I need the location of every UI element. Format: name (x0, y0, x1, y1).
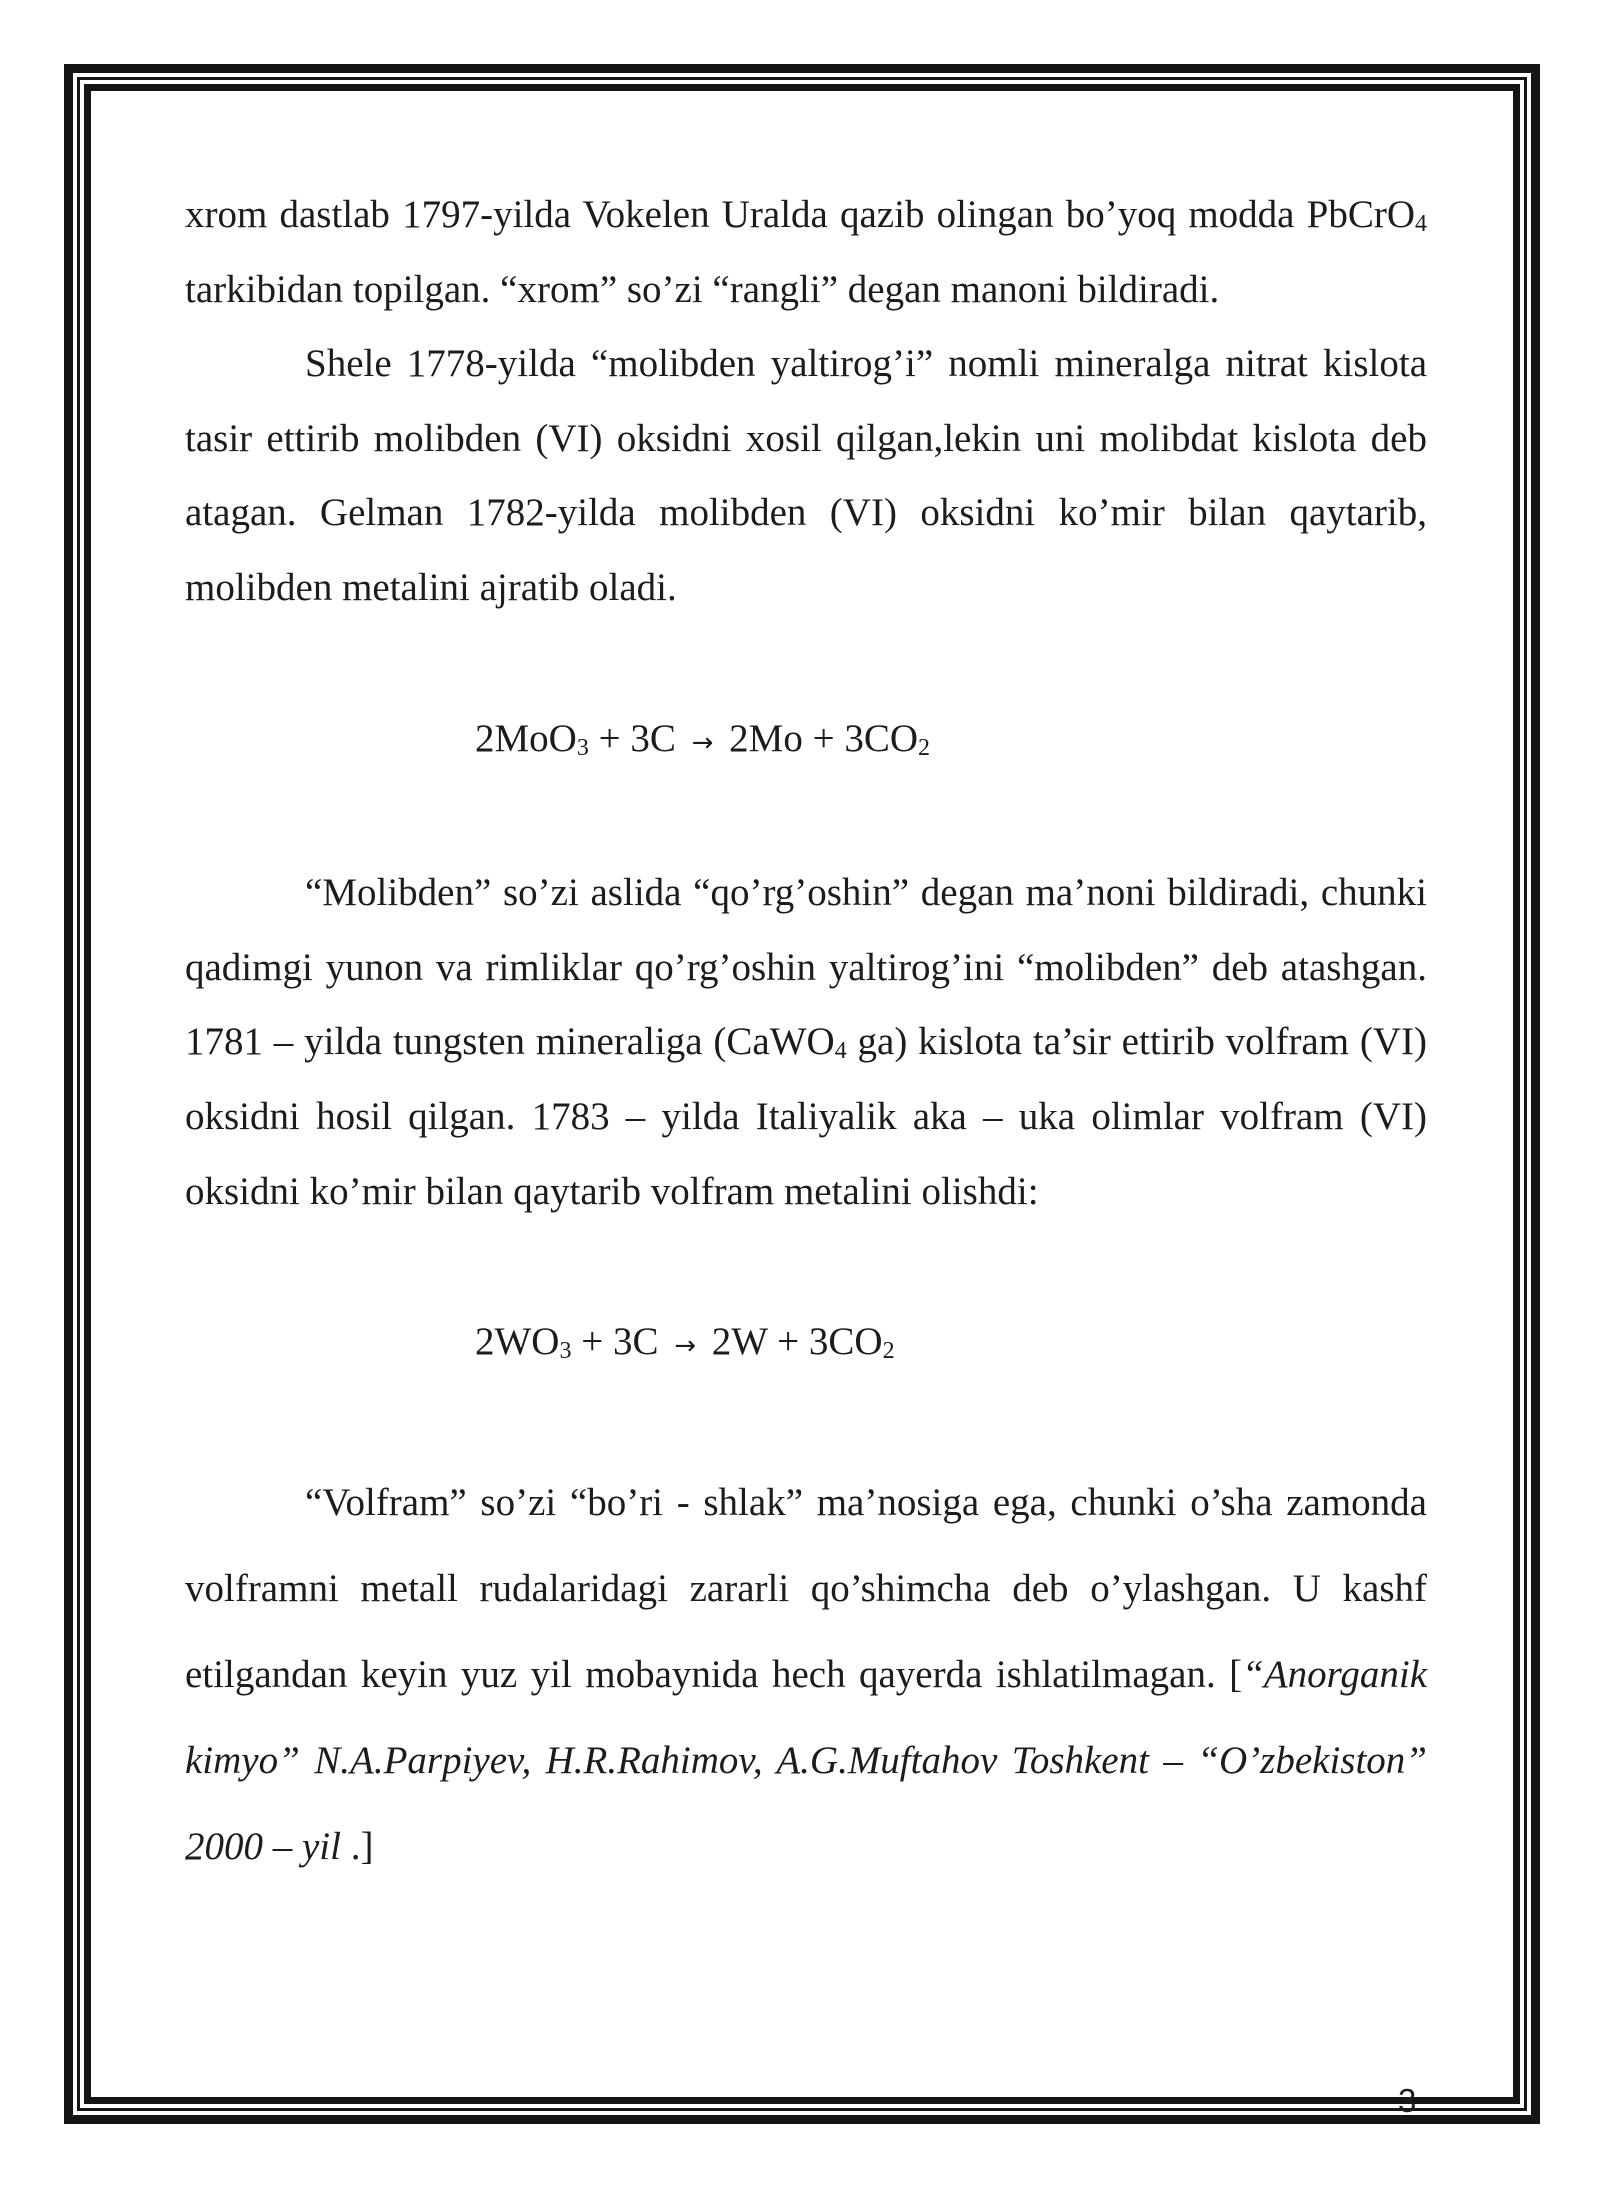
page-content (185, 178, 1427, 1890)
paragraph-chromium-history: xrom dastlab 1797-yilda Vokelen Uralda qazib olingan bo’yoq modda PbCrO$_4$ tarkibidan topilgan. “xrom” so’zi “rangli” degan manoni bildiradi. (185, 193, 1427, 311)
formula-molybdenum-reduction: $2MoO_3 + 3C \to 2Mo + 3CO_2$ (475, 716, 931, 761)
paragraph-tungsten-etymology: “Volfram” so’zi “bo’ri - shlak” ma’nosiga ega, chunki o’sha zamonda volframni metall rudalaridagi zararli qo’shimcha deb o’ylashgan. U kashf etilgandan keyin yuz yil mobaynida hech qayerda ishlatilmagan. [“Anorganik kimyo” N.A.Parpiyev, H.R.Rahimov, A.G.Muftahov Toshkent – “O’zbekiston” 2000 – yil .] (185, 1480, 1427, 1868)
page-number: 3 (1398, 2082, 1417, 2119)
paragraph-molybdenum-history: Shele 1778-yilda “molibden yaltirog’i” nomli mineralga nitrat kislota tasir ettirib molibden (VI) oksidni xosil qilgan,lekin uni molibdat kislota deb atagan. Gelman 1782-yilda molibden (VI) oksidni ko’mir bilan qaytarib, molibden metalini ajratib oladi. (185, 342, 1427, 609)
reaction-arrow-icon: → (674, 1331, 697, 1362)
paragraph-molybdenum-etymology: “Molibden” so’zi aslida “qo’rg’oshin” degan ma’noni bildiradi, chunki qadimgi yunon va rimliklar qo’rg’oshin yaltirog’ini “molibden” deb atashgan. 1781 – yilda tungsten mineraliga (CaWO$_4$ ga) kislota ta’sir ettirib volfram (VI) oksidni hosil qilgan. 1783 – yilda Italiyalik aka – uka olimlar volfram (VI) oksidni ko’mir bilan qaytarib volfram metalini olishdi: (185, 871, 1428, 1213)
citation-reference: “Anorganik kimyo” N.A.Parpiyev, H.R.Rahimov, A.G.Muftahov Toshkent – “O’zbekiston” 2000 – yil (185, 1652, 1427, 1868)
formula-tungsten-reduction: $2WO_3 + 3C \to 2W + 3CO_2$ (475, 1320, 895, 1365)
reaction-arrow-icon: → (691, 727, 714, 758)
